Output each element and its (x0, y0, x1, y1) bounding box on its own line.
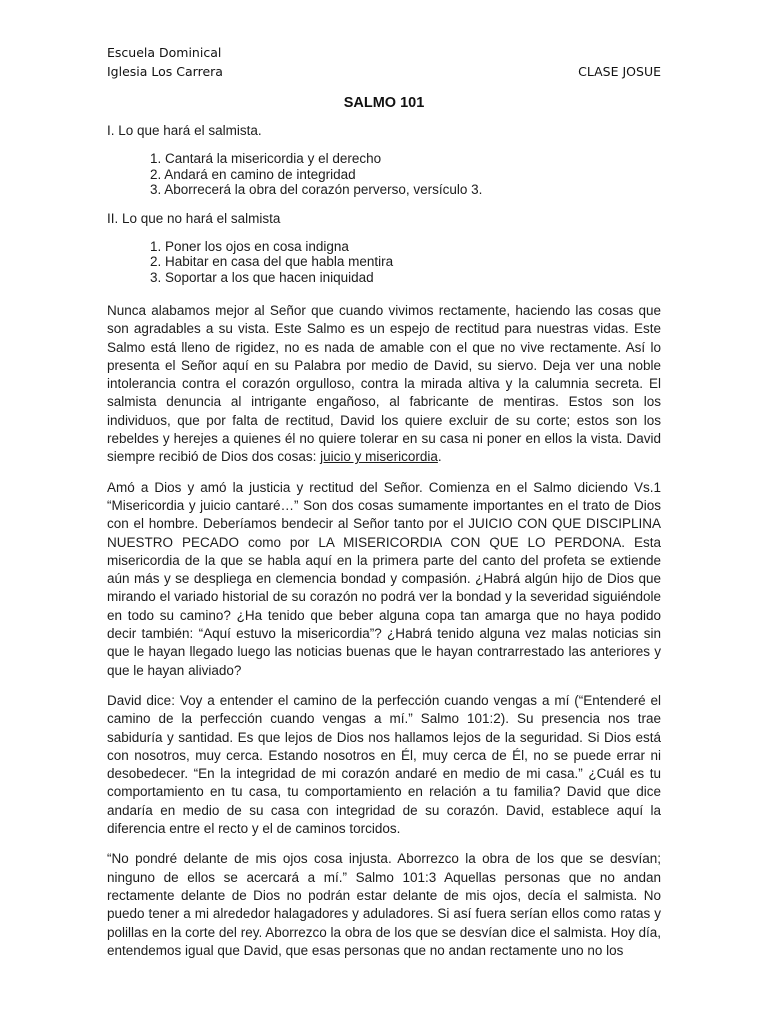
document-title: SALMO 101 (343, 95, 425, 111)
paragraph-1-end: . (437, 449, 442, 465)
list-item: 3. Aborrecerá la obra del corazón perverso, versículo 3. (150, 182, 483, 197)
list-item: 3. Soportar a los que hacen iniquidad (150, 269, 374, 285)
list-item: 2. Habitar en casa del que habla mentira (150, 254, 394, 269)
section-heading-2: II. Lo que no hará el salmista (107, 210, 281, 226)
underlined-phrase: juicio y misericordia (320, 449, 438, 465)
church-name: Iglesia Los Carrera (107, 64, 223, 79)
section-heading-1: I. Lo que hará el salmista. (107, 123, 262, 138)
paragraph-1 (107, 302, 661, 467)
document-page (107, 43, 661, 972)
list-item: 1. Cantará la misericordia y el derecho (150, 151, 382, 166)
paragraph-1-text: Nunca alabamos mejor al Señor que cuando vivimos rectamente, haciendo las cosas que son agradables a su vista. Este Salmo es un espejo de rectitud para nuestras vidas. Este Salmo está lleno de rigidez, no es nada de amable con el que no vive rectamente. Así lo presenta el Señor aquí en su Palabra por medio de David, su siervo. Deja ver una noble intolerancia contra el corazón orgulloso, contra la mirada altiva y la calumnia secreta. El salmista denuncia al intrigante engañoso, al fabricante de mentiras. Estos son los individuos, que por falta de rectitud, David los quiere excluir de su corte; estos son los rebeldes y herejes a quienes él no quiere tolerar en su casa ni poner en ellos la vista. David siempre recibió de Dios dos cosas: (107, 303, 661, 465)
section-1-list (107, 151, 661, 198)
paragraph-3: David dice: Voy a entender el camino de la perfección cuando vengas a mí (“Entenderé el camino de la perfección cuando vengas a mí.” Salmo 101:2). Su presencia nos trae sabiduría y santidad. Es que lejos de Dios nos hallamos lejos de la seguridad. Si Dios está con nosotros, muy cerca. Estando nosotros en Él, muy cerca de Él, no se puede errar ni desobedecer. “En la integridad de mi corazón andaré en medio de mi casa.” ¿Cuál es tu comportamiento en tu casa, tu comportamiento en relación a tu familia? David que dice andaría en medio de su casa con integridad de su corazón. David, establece aquí la diferencia entre el recto y el de caminos torcidos. (107, 692, 661, 837)
section-2-list (107, 239, 661, 286)
header-row (107, 62, 661, 81)
paragraph-4: “No pondré delante de mis ojos cosa injusta. Aborrezco la obra de los que se desvían; ninguno de ellos se acercará a mí.” Salmo 101:3 Aquellas personas que no andan rectamente delante de Dios no podrán estar delante de mis ojos, decía el salmista. No puedo tener a mi alrededor halagadores y aduladores. Si así fuera serían ellos como ratas y polillas en la corte del rey. Aborrezco la obra de los que se desvían dice el salmista. Hoy día, entendemos igual que David, que esas personas que no andan rectamente uno no los (107, 851, 661, 958)
class-name: CLASE JOSUE (578, 64, 661, 79)
school-name: Escuela Dominical (107, 45, 222, 60)
list-item: 1. Poner los ojos en cosa indigna (150, 238, 349, 254)
document-header (107, 43, 661, 81)
paragraph-2: Amó a Dios y amó la justicia y rectitud del Señor. Comienza en el Salmo diciendo Vs.1 “Misericordia y juicio cantaré…” Son dos cosas sumamente importantes en el trato de Dios con el hombre. Deberíamos bendecir al Señor tanto por el JUICIO CON QUE DISCIPLINA NUESTRO PECADO como por LA MISERICORDIA CON QUE LO PERDONA. Esta misericordia de la que se habla aquí en la primera parte del canto del profeta se extiende aún más y se despliega en clemencia bondad y compasión. ¿Habrá algún hijo de Dios que mirando el variado historial de su corazón no podrá ver la bondad y la severidad siguiéndole en todo su camino? ¿Ha tenido que beber alguna copa tan amarga que no haya podido decir también: “Aquí estuvo la misericordia”? ¿Habrá tenido alguna vez malas noticias sin que le hayan llegado luego las noticias buenas que le hayan contrarrestado las anteriores y que le hayan aliviado? (107, 479, 661, 678)
list-item: 2. Andará en camino de integridad (150, 166, 356, 182)
